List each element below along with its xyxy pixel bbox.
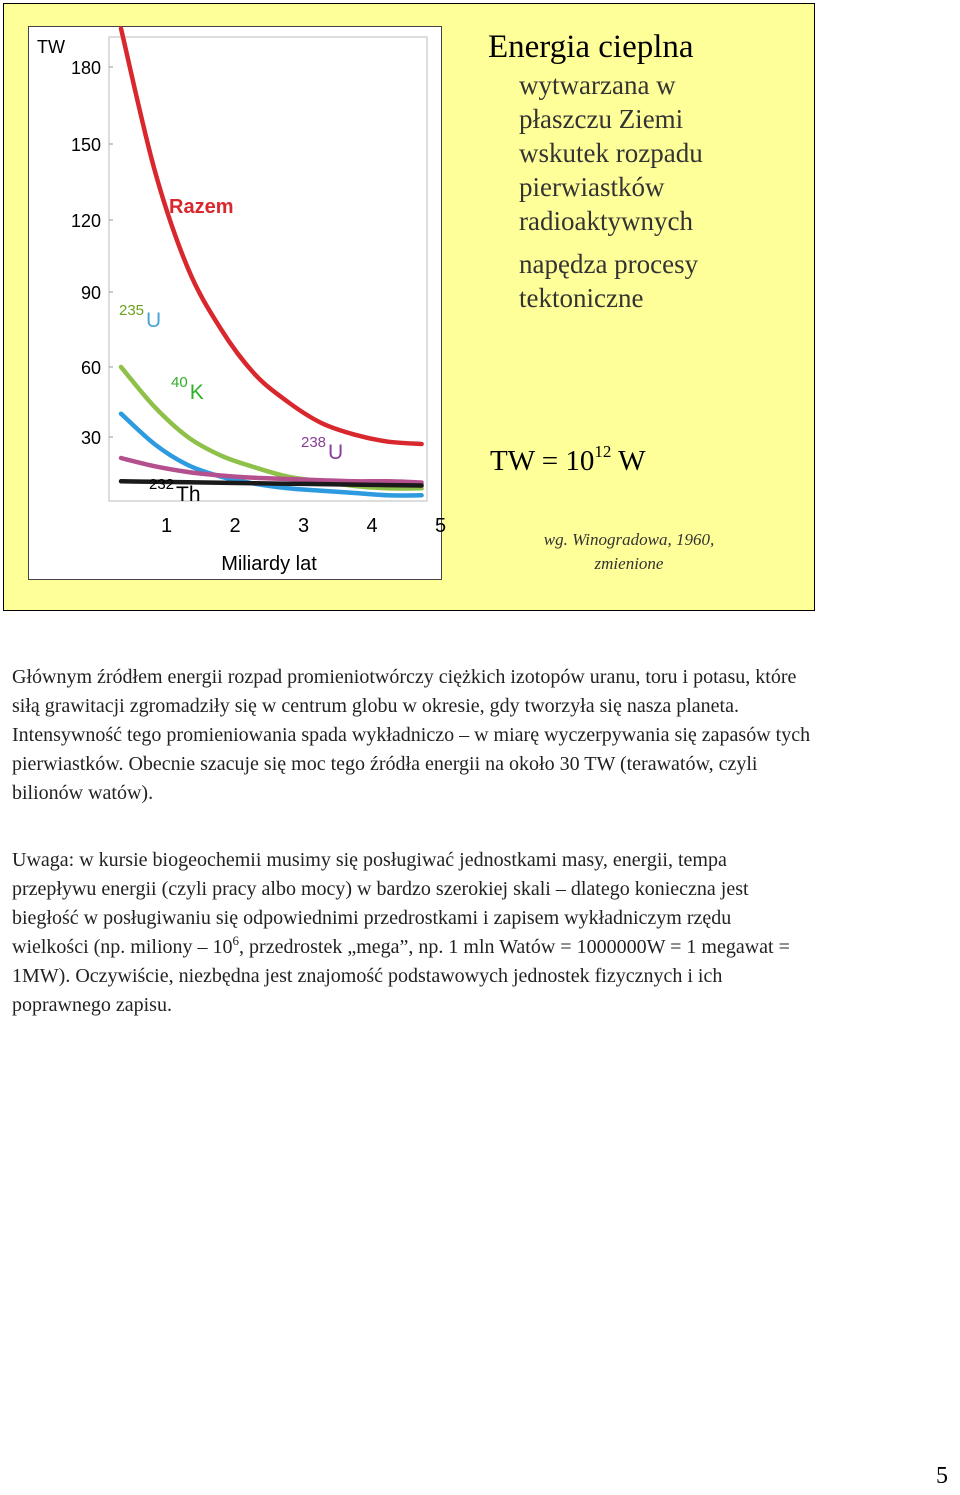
description-line: tektoniczne <box>519 283 644 313</box>
paragraph-energy-source: Głównym źródłem energii rozpad promieniotwórczy ciężkich izotopów uranu, toru i potasu, które siłą grawitacji zgromadziły się w centrum globu w okresie, gdy tworzyła się nasza planeta. Intensywność tego promieniowania spada wykładniczo – w miarę wyczerpywania się zapasów tych pierwiastków. Obecnie szacuje się moc tego źródła energii na około 30 TW (terawatów, czyli bilionów watów). <box>12 666 811 804</box>
paragraph-note <box>12 846 812 1020</box>
figure-description <box>519 68 809 315</box>
y-tick-label: 30 <box>80 428 101 448</box>
source-line: wg. Winogradowa, 1960, <box>543 530 715 549</box>
y-tick-label: 90 <box>80 283 101 303</box>
x-tick-label: 1 <box>160 515 173 537</box>
x-tick-label: 4 <box>366 515 378 537</box>
x-tick-label: 3 <box>297 515 310 537</box>
note-text-part: , przedrostek „mega”, np. 1 mln Watów = 1000000W = 1 megawat = 1MW). Oczywiście, niezbędna jest znajomość podstawowych jednostek fizycznych i ich poprawnego zapisu. <box>12 936 790 1016</box>
y-tick-label: 60 <box>80 358 101 378</box>
x-tick-label: 2 <box>229 515 241 537</box>
note-exponent: 6 <box>232 933 240 948</box>
y-axis-ticks <box>71 58 113 448</box>
series-label-sup: 238 <box>301 434 327 451</box>
y-tick-label: 150 <box>70 135 101 155</box>
y-axis-label: TW <box>37 37 65 57</box>
y-tick-label: 120 <box>70 211 101 231</box>
series-label-sup: 40 <box>171 374 188 391</box>
y-tick-label: 180 <box>70 58 101 78</box>
description-line: płaszczu Ziemi <box>519 104 684 134</box>
figure-title: Energia cieplna <box>488 29 694 65</box>
series-label-base: U <box>146 309 162 332</box>
formula-unit: W <box>611 445 646 477</box>
description-line: radioaktywnych <box>519 206 693 236</box>
figure-source <box>494 528 764 576</box>
x-tick-label: 5 <box>434 515 447 537</box>
source-line: zmienione <box>594 554 664 573</box>
x-axis-label: Miliardy lat <box>221 553 317 575</box>
description-line: wskutek rozpadu <box>519 138 703 168</box>
series-label-sup: 232 <box>149 476 175 493</box>
description-line: napędza procesy <box>519 249 699 279</box>
series-label-base: Th <box>176 483 201 506</box>
x-axis-ticks <box>161 515 446 537</box>
decay-heat-chart <box>29 27 447 579</box>
note-text-part: Uwaga: w kursie biogeochemii musimy się posługiwać jednostkami masy, energii, tempa przepływu energii (czyli pracy albo mocy) w bardzo szerokiej skali – dlatego konieczna jest biegłość w posługiwaniu się odpowiednimi przedrostkami i zapisem wykładniczym rzędu wielkości (np. miliony – 10 <box>12 849 749 958</box>
page-number: 5 <box>936 1463 948 1489</box>
chart-frame <box>28 26 447 580</box>
series-label-sup: 235 <box>119 302 145 319</box>
unit-formula <box>490 444 646 478</box>
figure-panel <box>3 3 815 611</box>
formula-base: TW = 10 <box>490 445 595 477</box>
plot-area <box>109 37 427 501</box>
description-line: pierwiastków <box>519 172 665 202</box>
description-line: wytwarzana w <box>519 70 676 100</box>
series-label-base: U <box>328 441 344 464</box>
formula-exponent: 12 <box>594 442 612 461</box>
series-label-Razem: Razem <box>169 196 234 218</box>
series-label-base: K <box>189 381 204 404</box>
